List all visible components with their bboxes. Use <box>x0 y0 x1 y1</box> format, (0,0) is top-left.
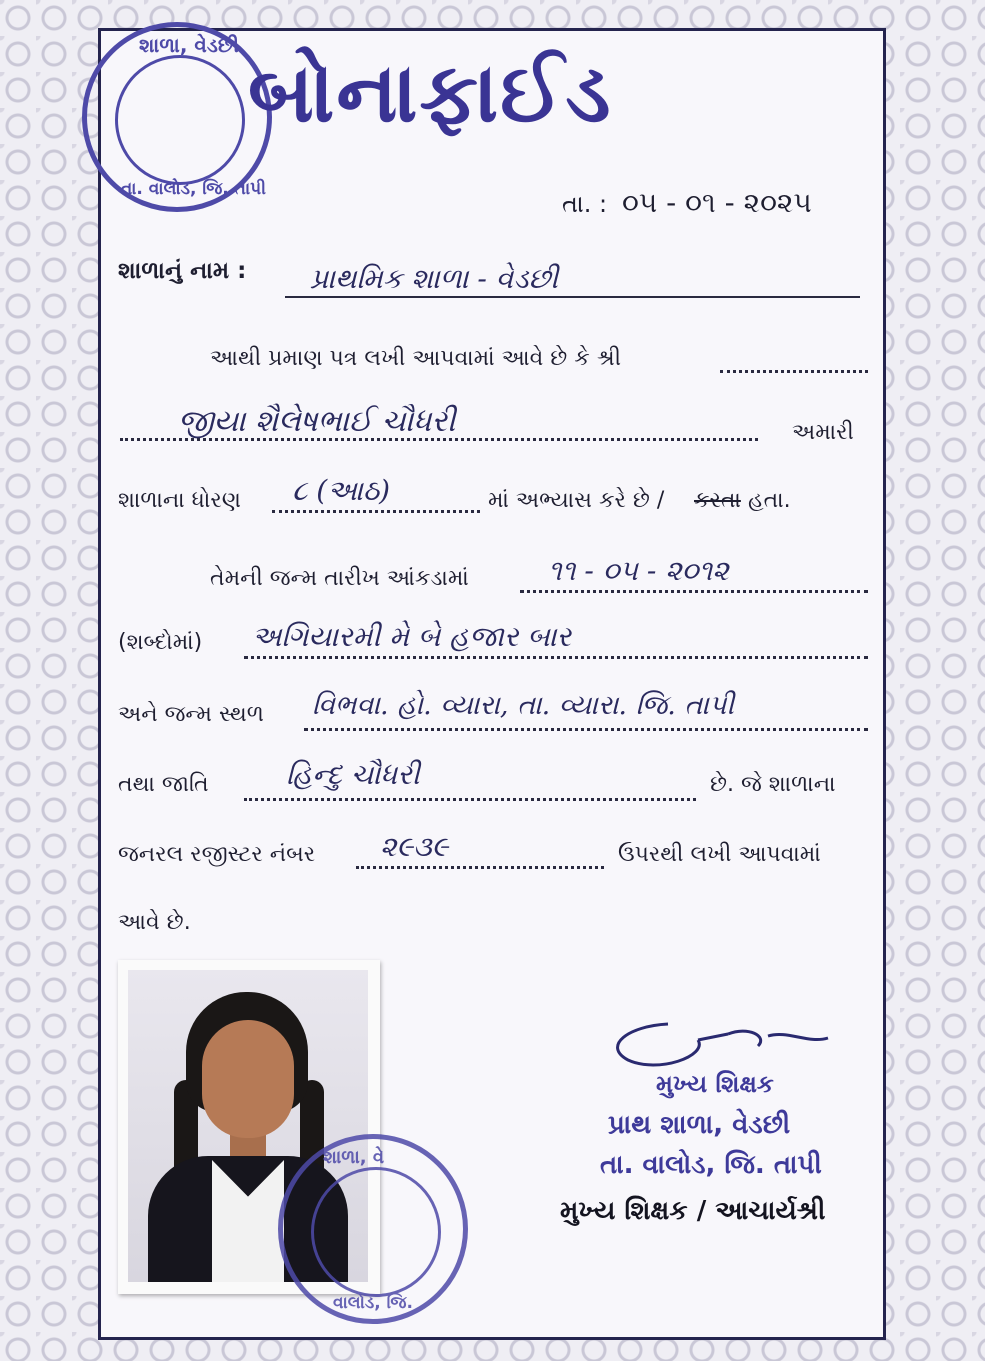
grade-value: ૮ (આઠ) <box>292 474 391 507</box>
school-stamp-bottom <box>278 1134 468 1324</box>
dob-words-dots <box>244 656 868 659</box>
sign-stamp-line3: તા. વાલોડ, જિ. તાપી <box>600 1150 822 1180</box>
dob-prefix: તેમની જન્મ તારીખ આંકડામાં <box>210 566 469 591</box>
struck-text: કરતા <box>694 488 741 513</box>
register-dots <box>356 866 604 869</box>
stamp2-bottom-text: વાલોડ, જિ. <box>333 1293 413 1313</box>
dob-digits: ૧૧ - ૦૫ - ૨૦૧૨ <box>548 554 729 587</box>
intro-text: આથી પ્રમાણ પત્ર લખી આપવામાં આવે છે કે શ્રી <box>210 346 622 371</box>
register-suffix: ઉપરથી લખી આપવામાં <box>618 842 821 867</box>
grade-dots <box>272 510 480 513</box>
grade-prefix: શાળાના ધોરણ <box>118 488 241 513</box>
principal-label: મુખ્ય શિક્ષક / આચાર્યશ્રી <box>560 1196 826 1226</box>
caste-prefix: તથા જાતિ <box>118 772 209 797</box>
certificate-title: બોનાફાઈડ <box>248 46 613 141</box>
date-label: તા. : <box>562 190 608 218</box>
intro-dots <box>720 370 868 373</box>
stamp-bottom-text: તા. વાલોડ, જિ. તાપી <box>121 179 267 199</box>
school-name-value: પ્રાથમિક શાળા - વેડછી <box>310 262 559 295</box>
principal-signature <box>598 1016 848 1076</box>
closing-text: આવે છે. <box>118 910 191 935</box>
dob-words-prefix: (શબ્દોમાં) <box>118 630 203 655</box>
dob-dots <box>520 590 868 593</box>
birthplace-prefix: અને જન્મ સ્થળ <box>118 702 264 727</box>
register-number: ૨૯૩૯ <box>380 830 449 863</box>
caste-dots <box>244 798 696 801</box>
birthplace-value: વિભવા. હો. વ્યારા, તા. વ્યારા. જિ. તાપી <box>312 690 735 721</box>
date-value: ૦૫ - ૦૧ - ૨૦૨૫ <box>622 186 812 219</box>
student-name: જીયા શૈલેષભાઈ ચૌધરી <box>178 404 456 439</box>
grade-suffix: માં અભ્યાસ કરે છે / <box>488 488 665 513</box>
birthplace-dots <box>304 728 868 731</box>
grade-end: હતા. <box>748 488 791 513</box>
stamp2-top-text: શાળા, વે <box>323 1147 385 1168</box>
sign-stamp-line1: મુખ્ય શિક્ષક <box>656 1070 774 1098</box>
school-stamp-top <box>82 22 272 212</box>
line2-suffix: અમારી <box>792 420 854 445</box>
dob-words: અગિયારમી મે બે હજાર બાર <box>252 620 572 653</box>
sign-stamp-line2: પ્રાથ શાળા, વેડછી <box>608 1110 791 1140</box>
school-name-underline <box>285 296 860 298</box>
register-prefix: જનરલ રજીસ્ટર નંબર <box>118 842 316 867</box>
school-name-label: શાળાનું નામ : <box>118 258 247 284</box>
caste-value: હિન્દુ ચૌધરી <box>286 758 420 791</box>
stamp-top-text: શાળા, વેડછી <box>139 33 240 57</box>
caste-suffix: છે. જે શાળાના <box>710 772 836 797</box>
